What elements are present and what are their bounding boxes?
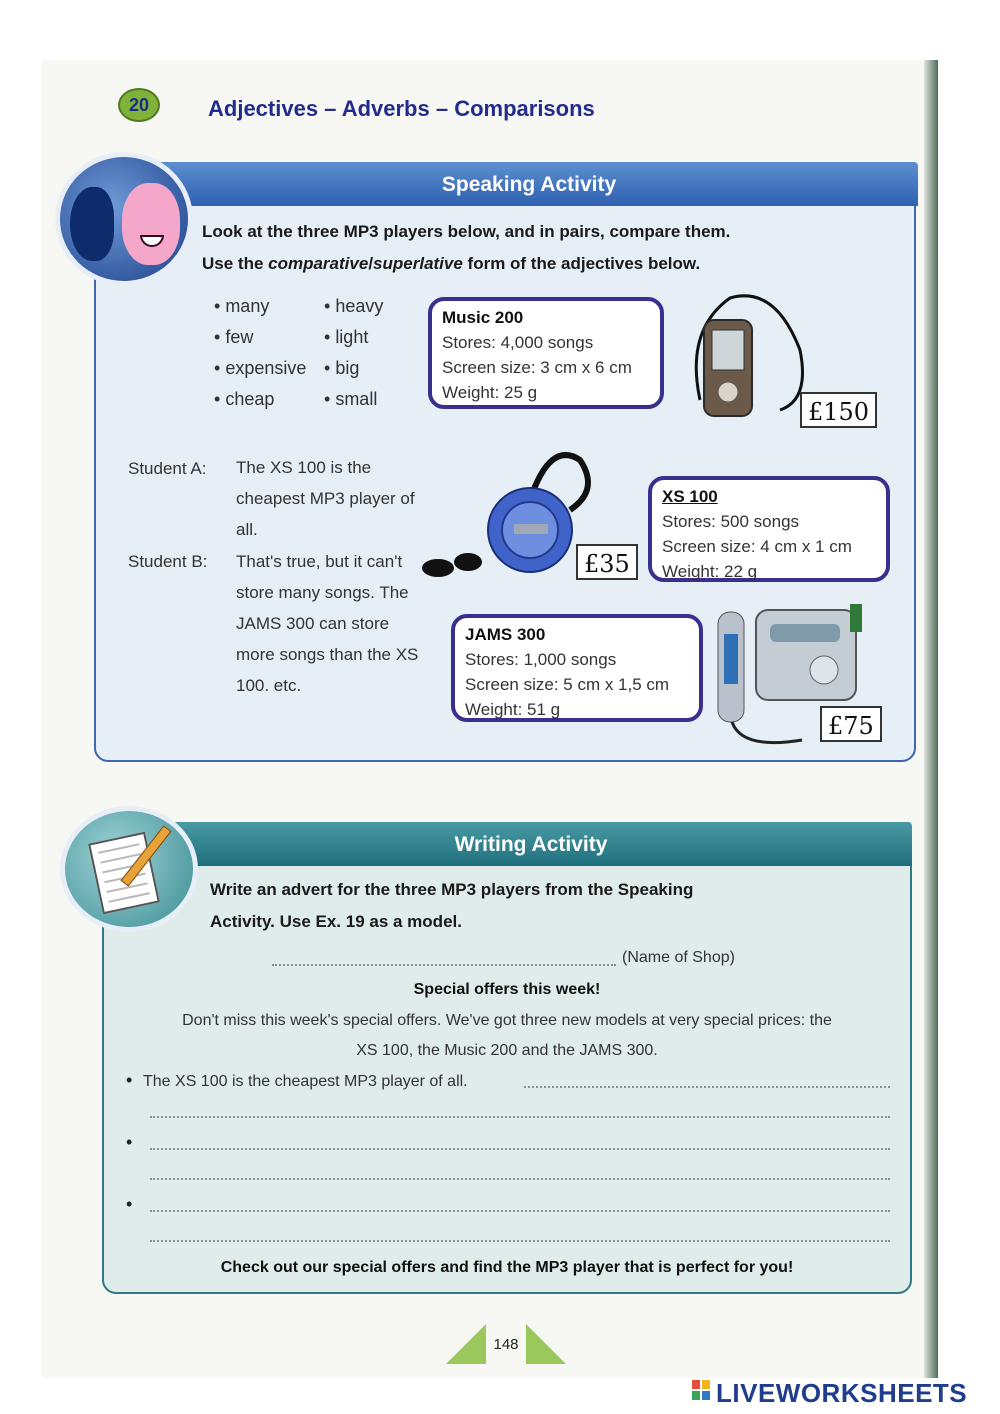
player-card-xs-100: [648, 476, 890, 582]
logo-square: [692, 1380, 700, 1389]
silhouette-face: [70, 187, 114, 261]
adjective-item: • expensive: [214, 358, 306, 379]
advert-closing-line: Check out our special offers and find the MP3 player that is perfect for you!: [220, 1259, 794, 1276]
minidisc-clip: [850, 604, 862, 632]
notepad-pencil-icon: [60, 806, 198, 932]
liveworksheets-brand[interactable]: LIVEWORKSHEETS: [716, 1378, 968, 1408]
speaking-faces-icon: [55, 152, 193, 286]
minidisc-display: [770, 624, 840, 642]
disc-player-display: [514, 524, 548, 534]
player-screen-graphic: [712, 330, 744, 370]
writing-activity-header: Writing Activity: [150, 822, 912, 866]
dialog-speaker-a: Student A:: [128, 459, 207, 478]
page-title: Adjectives – Adverbs – Comparisons: [208, 96, 595, 121]
bullet-2: •: [126, 1132, 133, 1152]
remote-display: [724, 634, 738, 684]
smiling-face: [122, 183, 180, 265]
adjective-item: • many: [214, 296, 269, 317]
instruction-slash: /: [368, 254, 374, 273]
dialog-speaker-b: Student B:: [128, 552, 208, 571]
player-card-music-200: [428, 297, 664, 409]
bullet-3: •: [126, 1194, 133, 1214]
price-tag-music-200: £150: [800, 392, 877, 428]
earbud-right: [454, 553, 482, 571]
book-spine: [924, 60, 938, 1378]
dialog-text-a: The XS 100 is the cheapest MP3 player of all.: [236, 458, 415, 539]
minidisc-button: [810, 656, 838, 684]
logo-square: [702, 1380, 710, 1389]
page-tab-left: [446, 1324, 486, 1364]
player-stores: Stores: 4,000 songs: [442, 333, 594, 352]
player-stores: Stores: 1,000 songs: [465, 650, 617, 669]
page-number: 148: [493, 1336, 519, 1353]
advert-intro-line1: Don't miss this week's special offers. We've got three new models at very special prices: the: [182, 1012, 832, 1029]
price-tag-xs-100: £35: [576, 544, 638, 580]
player-screen: Screen size: 3 cm x 6 cm: [442, 358, 632, 377]
player-card-jams-300: [451, 614, 703, 722]
player-wheel: [718, 382, 738, 402]
adjective-item: • light: [324, 327, 368, 348]
adjective-item: • big: [324, 358, 359, 379]
player-screen: Screen size: 5 cm x 1,5 cm: [465, 675, 670, 694]
player-screen: Screen size: 4 cm x 1 cm: [662, 537, 852, 556]
speaking-instruction-line1: Look at the three MP3 players below, and in pairs, compare them.: [202, 222, 731, 241]
shop-name-blank[interactable]: [272, 964, 616, 966]
logo-square: [702, 1391, 710, 1400]
instruction-comparative: comparative: [268, 254, 369, 273]
player-name: Music 200: [442, 308, 524, 327]
advert-intro-line2: XS 100, the Music 200 and the JAMS 300.: [356, 1042, 658, 1059]
unit-number: 20: [128, 94, 150, 115]
xs-100-player-image: [410, 440, 600, 580]
page-number-tab: [446, 1324, 566, 1364]
answer-line[interactable]: [524, 1086, 890, 1088]
writing-instruction-line1: Write an advert for the three MP3 players from the Speaking: [210, 880, 694, 899]
logo-square: [692, 1391, 700, 1400]
speaking-instruction-line2: [202, 254, 700, 274]
adjective-item: • cheap: [214, 389, 274, 410]
player-name: JAMS 300: [465, 625, 546, 644]
player-weight: Weight: 51 g: [465, 700, 561, 719]
player-stores: Stores: 500 songs: [662, 512, 800, 531]
answer-line[interactable]: [150, 1178, 890, 1180]
first-bullet-text: The XS 100 is the cheapest MP3 player of all.: [143, 1073, 468, 1090]
answer-line[interactable]: [150, 1210, 890, 1212]
writing-instruction-line2: Activity. Use Ex. 19 as a model.: [210, 912, 462, 931]
bullet-1: •: [126, 1070, 133, 1090]
player-weight: Weight: 22 g: [662, 562, 758, 581]
instruction-text: Use the: [202, 254, 269, 273]
special-offers-heading: Special offers this week!: [413, 981, 601, 998]
answer-line[interactable]: [150, 1148, 890, 1150]
answer-line[interactable]: [150, 1116, 890, 1118]
price-tag-jams-300: £75: [820, 706, 882, 742]
liveworksheets-logo-icon: [692, 1380, 710, 1400]
shop-name-label: (Name of Shop): [622, 949, 735, 966]
adjective-item: • few: [214, 327, 253, 348]
player-name: XS 100: [662, 487, 718, 506]
earbud-left: [422, 559, 454, 577]
page-tab-right: [526, 1324, 566, 1364]
player-weight: Weight: 25 g: [442, 383, 538, 402]
minidisc-body: [756, 610, 856, 700]
adjective-item: • heavy: [324, 296, 383, 317]
instruction-text: form of the adjectives below.: [462, 254, 701, 273]
remote-cable: [732, 722, 802, 743]
answer-line[interactable]: [150, 1240, 890, 1242]
adjective-item: • small: [324, 389, 377, 410]
unit-number-badge: [118, 88, 160, 122]
instruction-superlative: superlative: [373, 254, 463, 273]
dialog-text-b: That's true, but it can't store many songs. The JAMS 300 can store more songs than the XS 100. etc.: [236, 552, 419, 695]
speaking-activity-header: Speaking Activity: [140, 162, 918, 206]
